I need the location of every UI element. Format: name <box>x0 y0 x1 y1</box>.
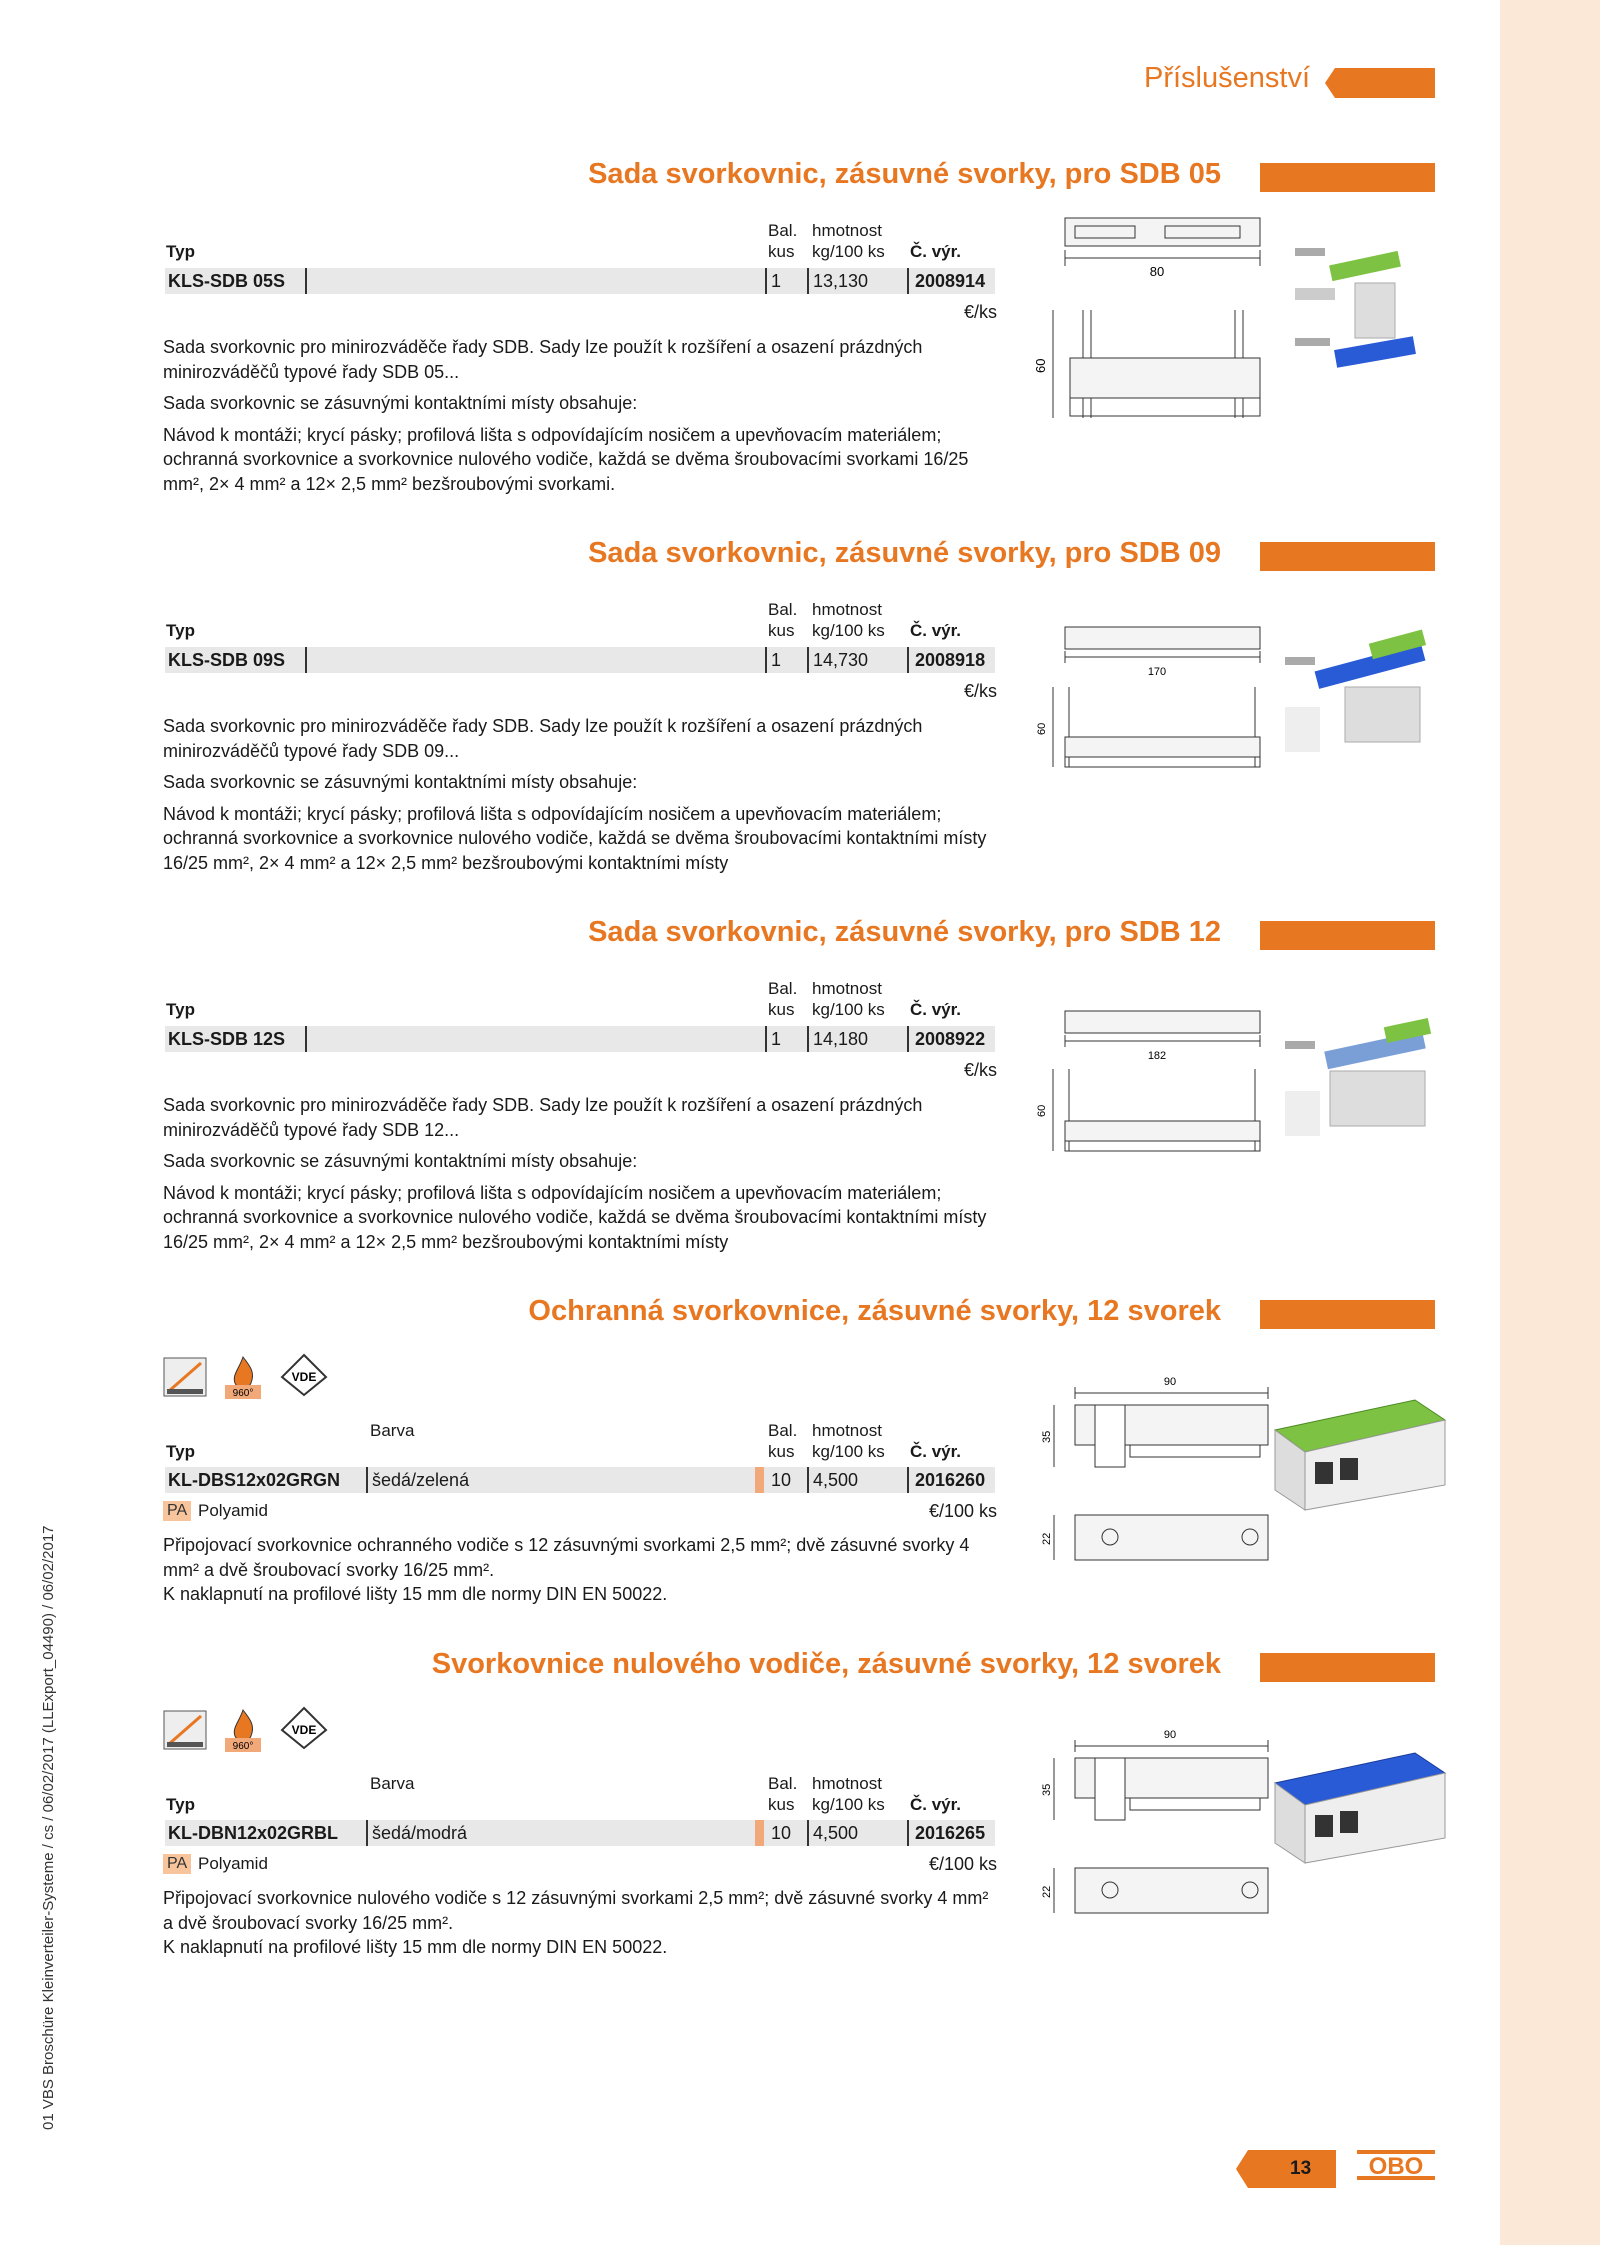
section-bar <box>1260 542 1435 571</box>
product-type: KL-DBN12x02GRBL <box>168 1823 339 1843</box>
svg-text:182: 182 <box>1147 1050 1167 1062</box>
product-pack: 10 <box>771 1823 792 1843</box>
product-type: KLS-SDB 12S <box>168 1029 286 1049</box>
product-pack: 1 <box>771 1029 782 1049</box>
section-title: Sada svorkovnic, zásuvné svorky, pro SDB 12 <box>588 916 1221 948</box>
product-description: Připojovací svorkovnice ochranného vodiče s 12 zásuvnými svorkami 2,5 mm²; dvě zásuvné svorky 4 mm² a dvě šroubovací svorky 16/25 mm². K naklapnutí na profilové lišty 15 mm dle normy DIN EN 50022. <box>163 1535 970 1604</box>
col-weight: hmotnost kg/100 ks <box>812 979 885 1019</box>
col-pack: Bal. kus <box>768 979 798 1019</box>
svg-text:80: 80 <box>1149 264 1165 279</box>
col-type: Typ <box>166 242 195 261</box>
price-unit: €/ks <box>963 1060 997 1080</box>
page-number: 13 <box>1290 2158 1312 2179</box>
product-article: 2008918 <box>915 650 986 670</box>
product-photo <box>1285 228 1445 418</box>
product-photo <box>1275 627 1445 777</box>
price-unit: €/ks <box>963 302 997 322</box>
vde-icon <box>280 1706 328 1750</box>
col-weight: hmotnost kg/100 ks <box>812 221 885 261</box>
col-article: Č. výr. <box>910 621 962 640</box>
section-bar <box>1260 163 1435 192</box>
product-description: Sada svorkovnic pro minirozváděče řady SDB. Sady lze použít k rozšíření a osazení prázdných minirozváděčů typové řady SDB 12... Sada svorkovnic se zásuvnými kontaktními místy obsahuje: Návod k montáži; krycí pásky; profilová lišta s odpovídajícím nosičem a upevňovacím materiálem; ochranná svorkovnice a svorkovnice nulového vodiče, každá se dvěma šroubovacími kontaktními místy 16/25 mm², 2× 4 mm² a 12× 2,5 mm² bezšroubovými kontaktními místy <box>163 1095 987 1252</box>
svg-text:35: 35 <box>1041 1430 1053 1443</box>
section-bar <box>1260 921 1435 950</box>
product-pack: 1 <box>771 650 782 670</box>
dimension-drawing <box>1036 1011 1290 1171</box>
product-weight: 13,130 <box>813 271 869 291</box>
side-strip <box>1500 0 1600 2245</box>
product-row <box>165 1026 995 1052</box>
col-article: Č. výr. <box>910 1795 962 1814</box>
svg-text:960°: 960° <box>232 1388 254 1399</box>
col-weight: hmotnost kg/100 ks <box>812 1421 885 1461</box>
col-type: Typ <box>166 1000 195 1019</box>
col-type: Typ <box>166 1795 195 1814</box>
product-article: 2016260 <box>915 1470 986 1490</box>
svg-text:22: 22 <box>1041 1885 1053 1898</box>
product-article: 2016265 <box>915 1823 986 1843</box>
glow-wire-icon <box>223 1353 263 1401</box>
category-label: Příslušenství <box>1144 62 1310 94</box>
product-section <box>160 158 1440 498</box>
material-code: PA <box>163 1501 191 1521</box>
price-unit: €/100 ks <box>928 1854 997 1874</box>
flame-retardant-icon <box>163 1710 207 1750</box>
col-type: Typ <box>166 1442 195 1461</box>
dimension-drawing <box>1040 1728 1285 1928</box>
product-row <box>165 1467 995 1493</box>
document-reference: 01 VBS Broschüre Kleinverteiler-Systeme / cs / 06/02/2017 (LLExport_04490) / 06/02/2017 <box>40 1525 57 2130</box>
col-article: Č. výr. <box>910 1000 962 1019</box>
product-row <box>165 1820 995 1846</box>
section-bar <box>1260 1653 1435 1682</box>
price-unit: €/100 ks <box>928 1501 997 1521</box>
product-row <box>165 268 995 294</box>
product-section <box>160 1648 1440 1978</box>
col-article: Č. výr. <box>910 242 962 261</box>
category-tab <box>1325 68 1435 98</box>
col-pack: Bal. kus <box>768 1421 798 1461</box>
col-weight: hmotnost kg/100 ks <box>812 600 885 640</box>
col-pack: Bal. kus <box>768 600 798 640</box>
product-description: Sada svorkovnic pro minirozváděče řady SDB. Sady lze použít k rozšíření a osazení prázdných minirozváděčů typové řady SDB 05... Sada svorkovnic se zásuvnými kontaktními místy obsahuje: Návod k montáži; krycí pásky; profilová lišta s odpovídajícím nosičem a upevňovacím materiálem; ochranná svorkovnice a svorkovnice nulového vodiče, každá se dvěma šroubovacími svorkami 16/25 mm², 2× 4 mm² a 12× 2,5 mm² bezšroubovými svorkami. <box>163 337 969 494</box>
svg-text:960°: 960° <box>232 1741 254 1752</box>
product-article: 2008914 <box>915 271 986 291</box>
col-pack: Bal. kus <box>768 221 798 261</box>
dimension-drawing <box>1040 1375 1285 1575</box>
vde-icon <box>280 1353 328 1397</box>
svg-text:35: 35 <box>1041 1783 1053 1796</box>
page-number-tab <box>1236 2150 1336 2188</box>
product-section <box>160 537 1440 877</box>
col-weight: hmotnost kg/100 ks <box>812 1774 885 1814</box>
svg-text:170: 170 <box>1147 666 1167 678</box>
svg-text:22: 22 <box>1041 1532 1053 1545</box>
material-name: Polyamid <box>198 1501 268 1520</box>
product-type: KLS-SDB 05S <box>168 271 286 291</box>
glow-wire-icon <box>223 1706 263 1754</box>
product-colour: šedá/zelená <box>372 1470 470 1490</box>
flame-retardant-icon <box>163 1357 207 1397</box>
section-title: Sada svorkovnic, zásuvné svorky, pro SDB 05 <box>588 158 1221 190</box>
material-name: Polyamid <box>198 1854 268 1873</box>
obo-logo <box>1355 2148 1437 2182</box>
product-type: KL-DBS12x02GRGN <box>168 1470 341 1490</box>
svg-text:90: 90 <box>1163 1729 1177 1741</box>
svg-text:60: 60 <box>1036 722 1048 735</box>
product-article: 2008922 <box>915 1029 986 1049</box>
svg-text:60: 60 <box>1036 1104 1048 1117</box>
col-colour: Barva <box>370 1774 415 1793</box>
product-section <box>160 916 1440 1256</box>
product-description: Sada svorkovnic pro minirozváděče řady SDB. Sady lze použít k rozšíření a osazení prázdných minirozváděčů typové řady SDB 09... Sada svorkovnic se zásuvnými kontaktními místy obsahuje: Návod k montáži; krycí pásky; profilová lišta s odpovídajícím nosičem a upevňovacím materiálem; ochranná svorkovnice a svorkovnice nulového vodiče, každá se dvěma šroubovacími kontaktními místy 16/25 mm², 2× 4 mm² a 12× 2,5 mm² bezšroubovými kontaktními místy <box>163 716 987 873</box>
product-colour: šedá/modrá <box>372 1823 468 1843</box>
dimension-drawing <box>1033 218 1290 448</box>
product-weight: 4,500 <box>813 1823 859 1843</box>
section-title: Ochranná svorkovnice, zásuvné svorky, 12 svorek <box>528 1295 1221 1327</box>
material-code: PA <box>163 1854 191 1874</box>
product-weight: 14,180 <box>813 1029 869 1049</box>
product-photo <box>1265 1743 1450 1873</box>
section-bar <box>1260 1300 1435 1329</box>
svg-text:60: 60 <box>1033 358 1048 373</box>
section-title: Svorkovnice nulového vodiče, zásuvné svorky, 12 svorek <box>431 1648 1221 1680</box>
product-photo <box>1275 1011 1445 1161</box>
section-title: Sada svorkovnic, zásuvné svorky, pro SDB 09 <box>588 537 1221 569</box>
product-weight: 14,730 <box>813 650 869 670</box>
col-type: Typ <box>166 621 195 640</box>
product-weight: 4,500 <box>813 1470 859 1490</box>
product-type: KLS-SDB 09S <box>168 650 286 670</box>
product-pack: 1 <box>771 271 782 291</box>
svg-text:OBO: OBO <box>1368 2153 1424 2180</box>
svg-text:VDE: VDE <box>291 1370 317 1384</box>
svg-text:VDE: VDE <box>291 1723 317 1737</box>
product-pack: 10 <box>771 1470 792 1490</box>
col-colour: Barva <box>370 1421 415 1440</box>
svg-text:90: 90 <box>1163 1376 1177 1388</box>
col-pack: Bal. kus <box>768 1774 798 1814</box>
product-photo <box>1265 1390 1450 1520</box>
product-description: Připojovací svorkovnice nulového vodiče s 12 zásuvnými svorkami 2,5 mm²; dvě zásuvné svorky 4 mm² a dvě šroubovací svorky 16/25 mm². K naklapnutí na profilové lišty 15 mm dle normy DIN EN 50022. <box>163 1888 989 1957</box>
product-row <box>165 647 995 673</box>
product-section <box>160 1295 1440 1625</box>
col-article: Č. výr. <box>910 1442 962 1461</box>
dimension-drawing <box>1036 627 1290 787</box>
price-unit: €/ks <box>963 681 997 701</box>
